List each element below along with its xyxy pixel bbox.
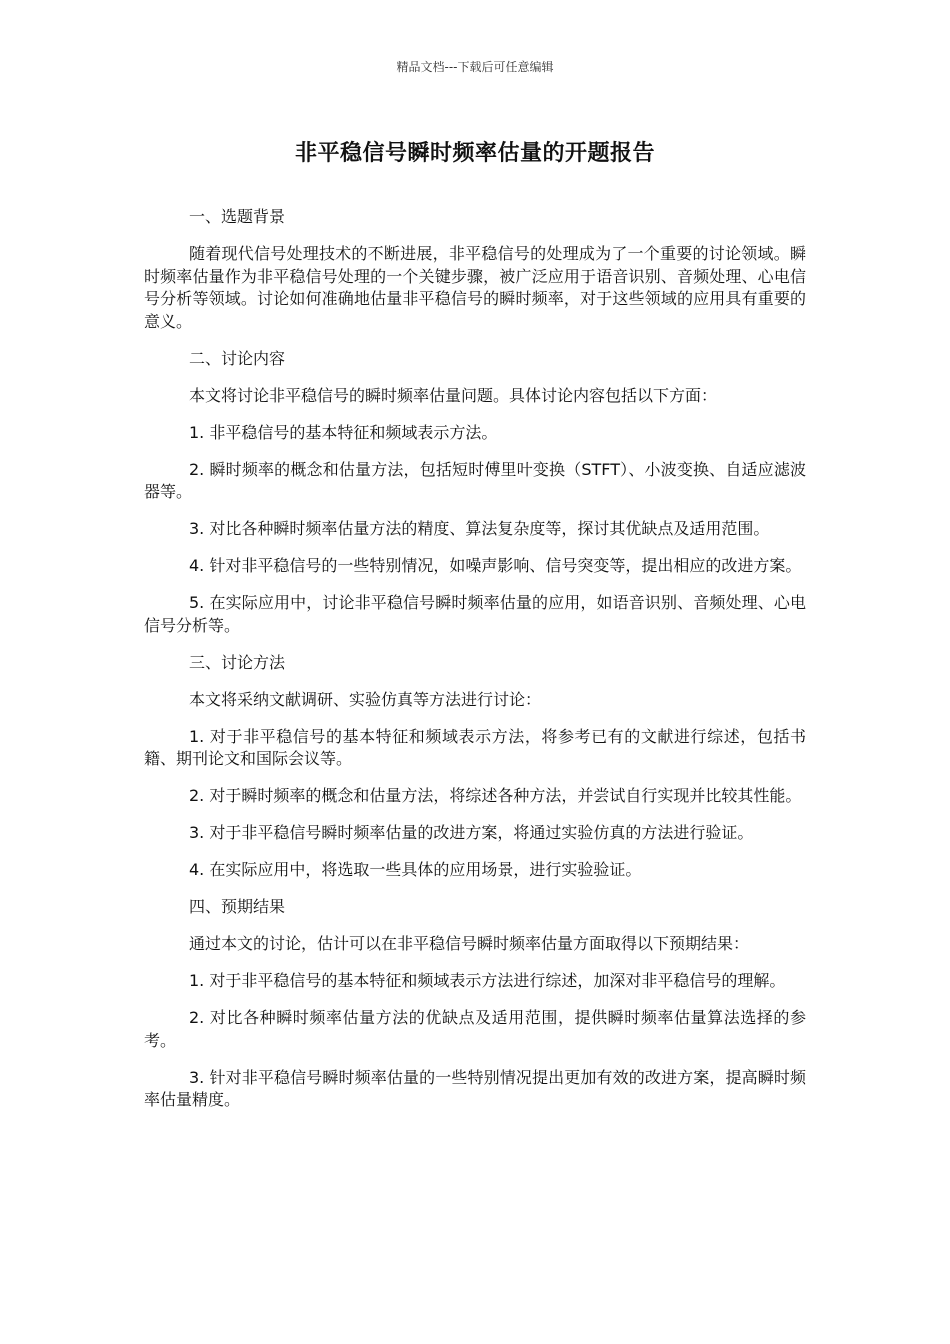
document-body (144, 206, 806, 1126)
list-item: 2. 对于瞬时频率的概念和估量方法，将综述各种方法，并尝试自行实现并比较其性能。 (189, 786, 802, 805)
list-item: 4. 针对非平稳信号的一些特别情况，如噪声影响、信号突变等，提出相应的改进方案。 (189, 556, 802, 575)
section-heading: 三、讨论方法 (189, 652, 286, 672)
document-title: 非平稳信号瞬时频率估量的开题报告 (294, 141, 655, 166)
list-item: 3. 针对非平稳信号瞬时频率估量的一些特别情况提出更加有效的改进方案，提高瞬时频率估量精度。 (144, 1067, 806, 1109)
section-heading: 二、讨论内容 (189, 348, 286, 368)
section-heading: 四、预期结果 (189, 897, 286, 916)
page-header: 精品文档---下载后可任意编辑 (396, 60, 554, 74)
list-item: 4. 在实际应用中，将选取一些具体的应用场景，进行实验验证。 (189, 860, 642, 879)
list-item: 1. 对于非平稳信号的基本特征和频域表示方法进行综述，加深对非平稳信号的理解。 (189, 971, 786, 990)
list-item: 5. 在实际应用中，讨论非平稳信号瞬时频率估量的应用，如语音识别、音频处理、心电信号分析等。 (144, 593, 806, 635)
list-item: 1. 对于非平稳信号的基本特征和频域表示方法，将参考已有的文献进行综述，包括书籍、期刊论文和国际会议等。 (144, 726, 806, 768)
list-item: 3. 对比各种瞬时频率估量方法的精度、算法复杂度等，探讨其优缺点及适用范围。 (189, 519, 770, 538)
paragraph: 本文将讨论非平稳信号的瞬时频率估量问题。具体讨论内容包括以下方面： (189, 385, 718, 405)
paragraph: 随着现代信号处理技术的不断进展，非平稳信号的处理成为了一个重要的讨论领域。瞬时频率估量作为非平稳信号处理的一个关键步骤，被广泛应用于语音识别、音频处理、心电信号分析等领域。讨论如何准确地估量非平稳信号的瞬时频率，对于这些领域的应用具有重要的意义。 (144, 244, 806, 331)
list-item: 2. 瞬时频率的概念和估量方法，包括短时傅里叶变换（STFT）、小波变换、自适应滤波器等。 (144, 459, 806, 501)
section-heading: 一、选题背景 (189, 207, 286, 226)
list-item: 1. 非平稳信号的基本特征和频域表示方法。 (189, 422, 498, 442)
paragraph: 通过本文的讨论，估计可以在非平稳信号瞬时频率估量方面取得以下预期结果： (189, 934, 750, 953)
paragraph: 本文将采纳文献调研、实验仿真等方法进行讨论： (189, 689, 542, 709)
list-item: 3. 对于非平稳信号瞬时频率估量的改进方案，将通过实验仿真的方法进行验证。 (189, 823, 754, 842)
list-item: 2. 对比各种瞬时频率估量方法的优缺点及适用范围，提供瞬时频率估量算法选择的参考。 (144, 1008, 806, 1050)
